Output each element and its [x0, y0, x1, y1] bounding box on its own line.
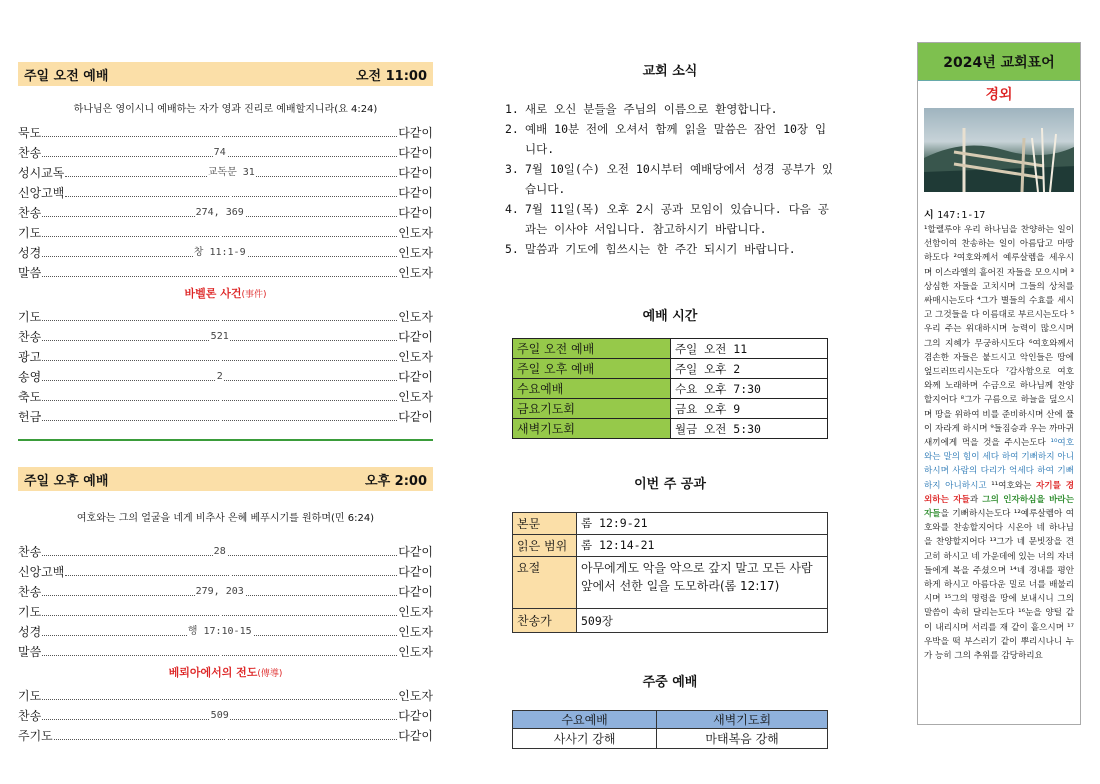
afternoon-service [18, 467, 433, 744]
order-value [230, 187, 232, 198]
order-who: 인도자 [398, 310, 433, 324]
order-value: 2 [216, 371, 223, 382]
order-label: 기도 [18, 310, 42, 324]
afternoon-title: 주일 오후 예배 [24, 473, 109, 489]
order-row [18, 261, 433, 281]
order-row [18, 201, 433, 221]
leader-dots [42, 644, 397, 656]
order-who: 다같이 [398, 585, 433, 599]
order-who: 인도자 [398, 625, 433, 639]
lesson-row: 본문 롬 12:9-21 [513, 513, 828, 535]
leader-dots [42, 205, 397, 217]
midweek-value: 사사기 강해 [513, 729, 657, 749]
order-value [219, 311, 221, 322]
morning-title: 주일 오전 예배 [24, 68, 109, 84]
order-row [18, 684, 433, 704]
order-row [18, 600, 433, 620]
leader-dots [42, 409, 397, 421]
order-value [230, 566, 232, 577]
leader-dots [42, 265, 397, 277]
leader-dots [65, 185, 397, 197]
order-row [18, 181, 433, 201]
order-value [219, 391, 221, 402]
midweek-header: 수요예배 [513, 711, 657, 729]
schedule-row: 주일 오후 예배 주일 오후 2 [513, 359, 828, 379]
divider [18, 439, 433, 441]
leader-dots [42, 544, 397, 556]
order-label: 묵도 [18, 126, 42, 140]
midweek-value: 마태복음 강해 [657, 729, 828, 749]
order-who: 인도자 [398, 226, 433, 240]
order-label: 찬송 [18, 545, 42, 559]
order-row [18, 161, 433, 181]
order-who: 다같이 [398, 370, 433, 384]
order-value [219, 127, 221, 138]
leader-dots [42, 369, 397, 381]
order-value: 74 [213, 147, 226, 158]
motto-word: 경외 [985, 87, 1013, 103]
schedule-title: 예배 시간 [642, 309, 698, 324]
order-label: 찬송 [18, 330, 42, 344]
order-label: 축도 [18, 390, 42, 404]
afternoon-sermon-title: 베뢰아에서의 전도(傳導) [168, 666, 283, 679]
schedule-row: 새벽기도회 월금 오전 5:30 [513, 419, 828, 439]
afternoon-verse: 여호와는 그의 얼굴을 네게 비추사 은혜 베푸시기를 원하며(민 6:24) [76, 513, 375, 524]
order-value: 521 [210, 331, 229, 342]
leader-dots [42, 624, 397, 636]
order-who: 다같이 [398, 729, 433, 743]
lesson-row: 요절 아무에게도 악을 악으로 갚지 말고 모든 사람 앞에서 선한 일을 도모하라(롬 12:17) [513, 557, 828, 609]
order-who: 다같이 [398, 709, 433, 723]
order-row [18, 620, 433, 640]
schedule-row: 주일 오전 예배 주일 오전 11 [513, 339, 828, 359]
leader-dots [42, 584, 397, 596]
news-title: 교회 소식 [642, 64, 698, 79]
order-label: 주기도 [18, 729, 53, 743]
order-row [18, 325, 433, 345]
morning-order-1 [18, 121, 433, 281]
morning-time: 오전 11:00 [355, 68, 427, 84]
order-value [219, 606, 221, 617]
schedule-row: 수요예배 수요 오후 7:30 [513, 379, 828, 399]
leader-dots [42, 125, 397, 137]
order-label: 찬송 [18, 206, 42, 220]
morning-verse: 하나님은 영이시니 예배하는 자가 영과 진리로 예배할지니라(요 4:24) [73, 104, 378, 115]
order-row [18, 640, 433, 660]
leader-dots [42, 688, 397, 700]
order-who: 인도자 [398, 390, 433, 404]
lesson-row: 읽은 범위 롬 12:14-21 [513, 535, 828, 557]
order-label: 송영 [18, 370, 42, 384]
order-value [219, 351, 221, 362]
order-label: 말씀 [18, 266, 42, 280]
order-label: 성경 [18, 246, 42, 260]
lesson-title: 이번 주 공과 [634, 477, 706, 492]
leader-dots [42, 389, 397, 401]
schedule-row: 금요기도회 금요 오후 9 [513, 399, 828, 419]
order-row [18, 241, 433, 261]
order-row [18, 580, 433, 600]
order-value [219, 646, 221, 657]
leader-dots [42, 309, 397, 321]
order-row [18, 221, 433, 241]
midweek-table [512, 710, 828, 749]
leader-dots [42, 604, 397, 616]
leader-dots [65, 564, 397, 576]
order-row [18, 121, 433, 141]
order-label: 신앙고백 [18, 186, 65, 200]
news-item: 2. 예배 10분 전에 오셔서 함께 읽을 말씀은 잠언 10장 입니다. [505, 122, 827, 156]
order-who: 다같이 [398, 126, 433, 140]
leader-dots [54, 728, 397, 740]
order-who: 다같이 [398, 146, 433, 160]
leader-dots [65, 165, 397, 177]
leader-dots [42, 329, 397, 341]
order-row [18, 724, 433, 744]
order-label: 찬송 [18, 585, 42, 599]
order-value [219, 690, 221, 701]
order-label: 찬송 [18, 146, 42, 160]
leader-dots [42, 245, 397, 257]
order-label: 찬송 [18, 709, 42, 723]
order-who: 인도자 [398, 605, 433, 619]
order-who: 인도자 [398, 246, 433, 260]
news-item: 4. 7월 11일(목) 오후 2시 공과 모임이 있습니다. 다음 공과는 이사야 서입니다. 참고하시기 바랍니다. [505, 202, 829, 236]
order-label: 광고 [18, 350, 42, 364]
order-label: 말씀 [18, 645, 42, 659]
order-who: 다같이 [398, 166, 433, 180]
psalm-reference: 시 147:1-17 [924, 210, 986, 221]
order-row [18, 365, 433, 385]
order-value [219, 411, 221, 422]
order-label: 기도 [18, 226, 42, 240]
lesson-table [512, 512, 828, 633]
order-label: 기도 [18, 605, 42, 619]
news-item: 5. 말씀과 기도에 힘쓰시는 한 주간 되시기 바랍니다. [505, 242, 796, 256]
order-who: 다같이 [398, 545, 433, 559]
order-row [18, 345, 433, 365]
news-item: 1. 새로 오신 분들을 주님의 이름으로 환영합니다. [505, 102, 778, 116]
afternoon-order-2 [18, 684, 433, 744]
order-row [18, 560, 433, 580]
order-who: 다같이 [398, 330, 433, 344]
order-value: 279, 203 [195, 586, 244, 597]
leader-dots [42, 708, 397, 720]
order-who: 인도자 [398, 266, 433, 280]
order-who: 인도자 [398, 689, 433, 703]
order-value [225, 730, 227, 741]
midweek-header: 새벽기도회 [657, 711, 828, 729]
midweek-title: 주중 예배 [642, 675, 698, 690]
order-who: 다같이 [398, 410, 433, 424]
order-value [219, 227, 221, 238]
order-value: 509 [210, 710, 229, 721]
leader-dots [42, 145, 397, 157]
order-value: 274, 369 [195, 207, 244, 218]
order-value: 창 11:1-9 [193, 247, 246, 258]
order-label: 성경 [18, 625, 42, 639]
order-who: 다같이 [398, 206, 433, 220]
order-row [18, 704, 433, 724]
news-item: 3. 7월 10일(수) 오전 10시부터 예배당에서 성경 공부가 있습니다. [505, 162, 833, 196]
order-value: 28 [213, 546, 226, 557]
motto-panel [917, 42, 1081, 725]
motto-title: 2024년 교회표어 [918, 43, 1080, 81]
psalm-text: ¹할렐루야 우리 하나님을 찬양하는 일이 선함이여 찬송하는 일이 아름답고 마땅하도다 ²여호와께서 예루살렘을 세우시며 이스라엘의 흩어진 자들을 모으시며 ³상심한 자들을 고치시며 그들의 상처를 싸매시는도다 ⁴그가 별들의 수효를 세시고 그것들을 다 이름대로 부르시는도다 ⁵우리 주는 위대하시며 능력이 많으시며 그의 지혜가 무궁하시도다 ⁶여호와께서 겸손한 자들은 붙드시고 악인들은 땅에 엎드러뜨리시는도다 ⁷감사함으로 여호와께 노래하며 수금으로 하나님께 찬양할지어다 ⁸그가 구름으로 하늘을 덮으시며 땅을 위하여 비를 준비하시며 산에 풀이 자라게 하시며 ⁹들짐승과 우는 까마귀 새끼에게 먹을 것을 주시는도다 ¹⁰여호와는 말의 힘이 세다 하여 기뻐하지 아니하시며 사람의 다리가 억세다 하여 기뻐하지 아니하시고 ¹¹여호와는 자기를 경외하는 자들과 그의 인자하심을 바라는 자들을 기뻐하시는도다 ¹²예루살렘아 여호와를 찬송할지어다 시온아 네 하나님을 찬양할지어다 ¹³그가 네 문빗장을 견고히 하시고 네 가운데에 있는 너의 자녀들에게 복을 주셨으며 ¹⁴네 경내를 평안하게 하시고 아름다운 밀로 너를 배불리시며 ¹⁵그의 명령을 땅에 보내시니 그의 말씀이 속히 달리는도다 ¹⁶눈을 양털 같이 내리시며 서리를 재 같이 흩으시며 ¹⁷우박을 떡 부스러기 같이 뿌리시나니 누가 능히 그의 추위를 감당하리요 [924, 225, 1075, 662]
order-label: 성시교독 [18, 166, 65, 180]
lesson-row: 찬송가 509장 [513, 609, 828, 633]
order-who: 다같이 [398, 565, 433, 579]
order-row [18, 385, 433, 405]
order-label: 신앙고백 [18, 565, 65, 579]
order-row [18, 405, 433, 425]
news-list [505, 99, 835, 259]
order-value [219, 267, 221, 278]
morning-header [18, 62, 433, 86]
afternoon-header [18, 467, 433, 491]
order-who: 다같이 [398, 186, 433, 200]
order-value: 교독문 31 [207, 167, 255, 178]
order-who: 인도자 [398, 350, 433, 364]
order-value: 행 17:10-15 [187, 626, 252, 637]
afternoon-order-1 [18, 540, 433, 660]
order-who: 인도자 [398, 645, 433, 659]
schedule-table [512, 338, 828, 439]
order-row [18, 305, 433, 325]
order-label: 기도 [18, 689, 42, 703]
leader-dots [42, 349, 397, 361]
order-label: 헌금 [18, 410, 42, 424]
morning-service [18, 62, 433, 441]
middle-column [505, 60, 835, 749]
leader-dots [42, 225, 397, 237]
morning-order-2 [18, 305, 433, 425]
order-row [18, 540, 433, 560]
afternoon-time: 오후 2:00 [365, 473, 427, 489]
order-row [18, 141, 433, 161]
morning-sermon-title: 바벨론 사건(事件) [184, 287, 267, 300]
landscape-image [924, 108, 1074, 192]
